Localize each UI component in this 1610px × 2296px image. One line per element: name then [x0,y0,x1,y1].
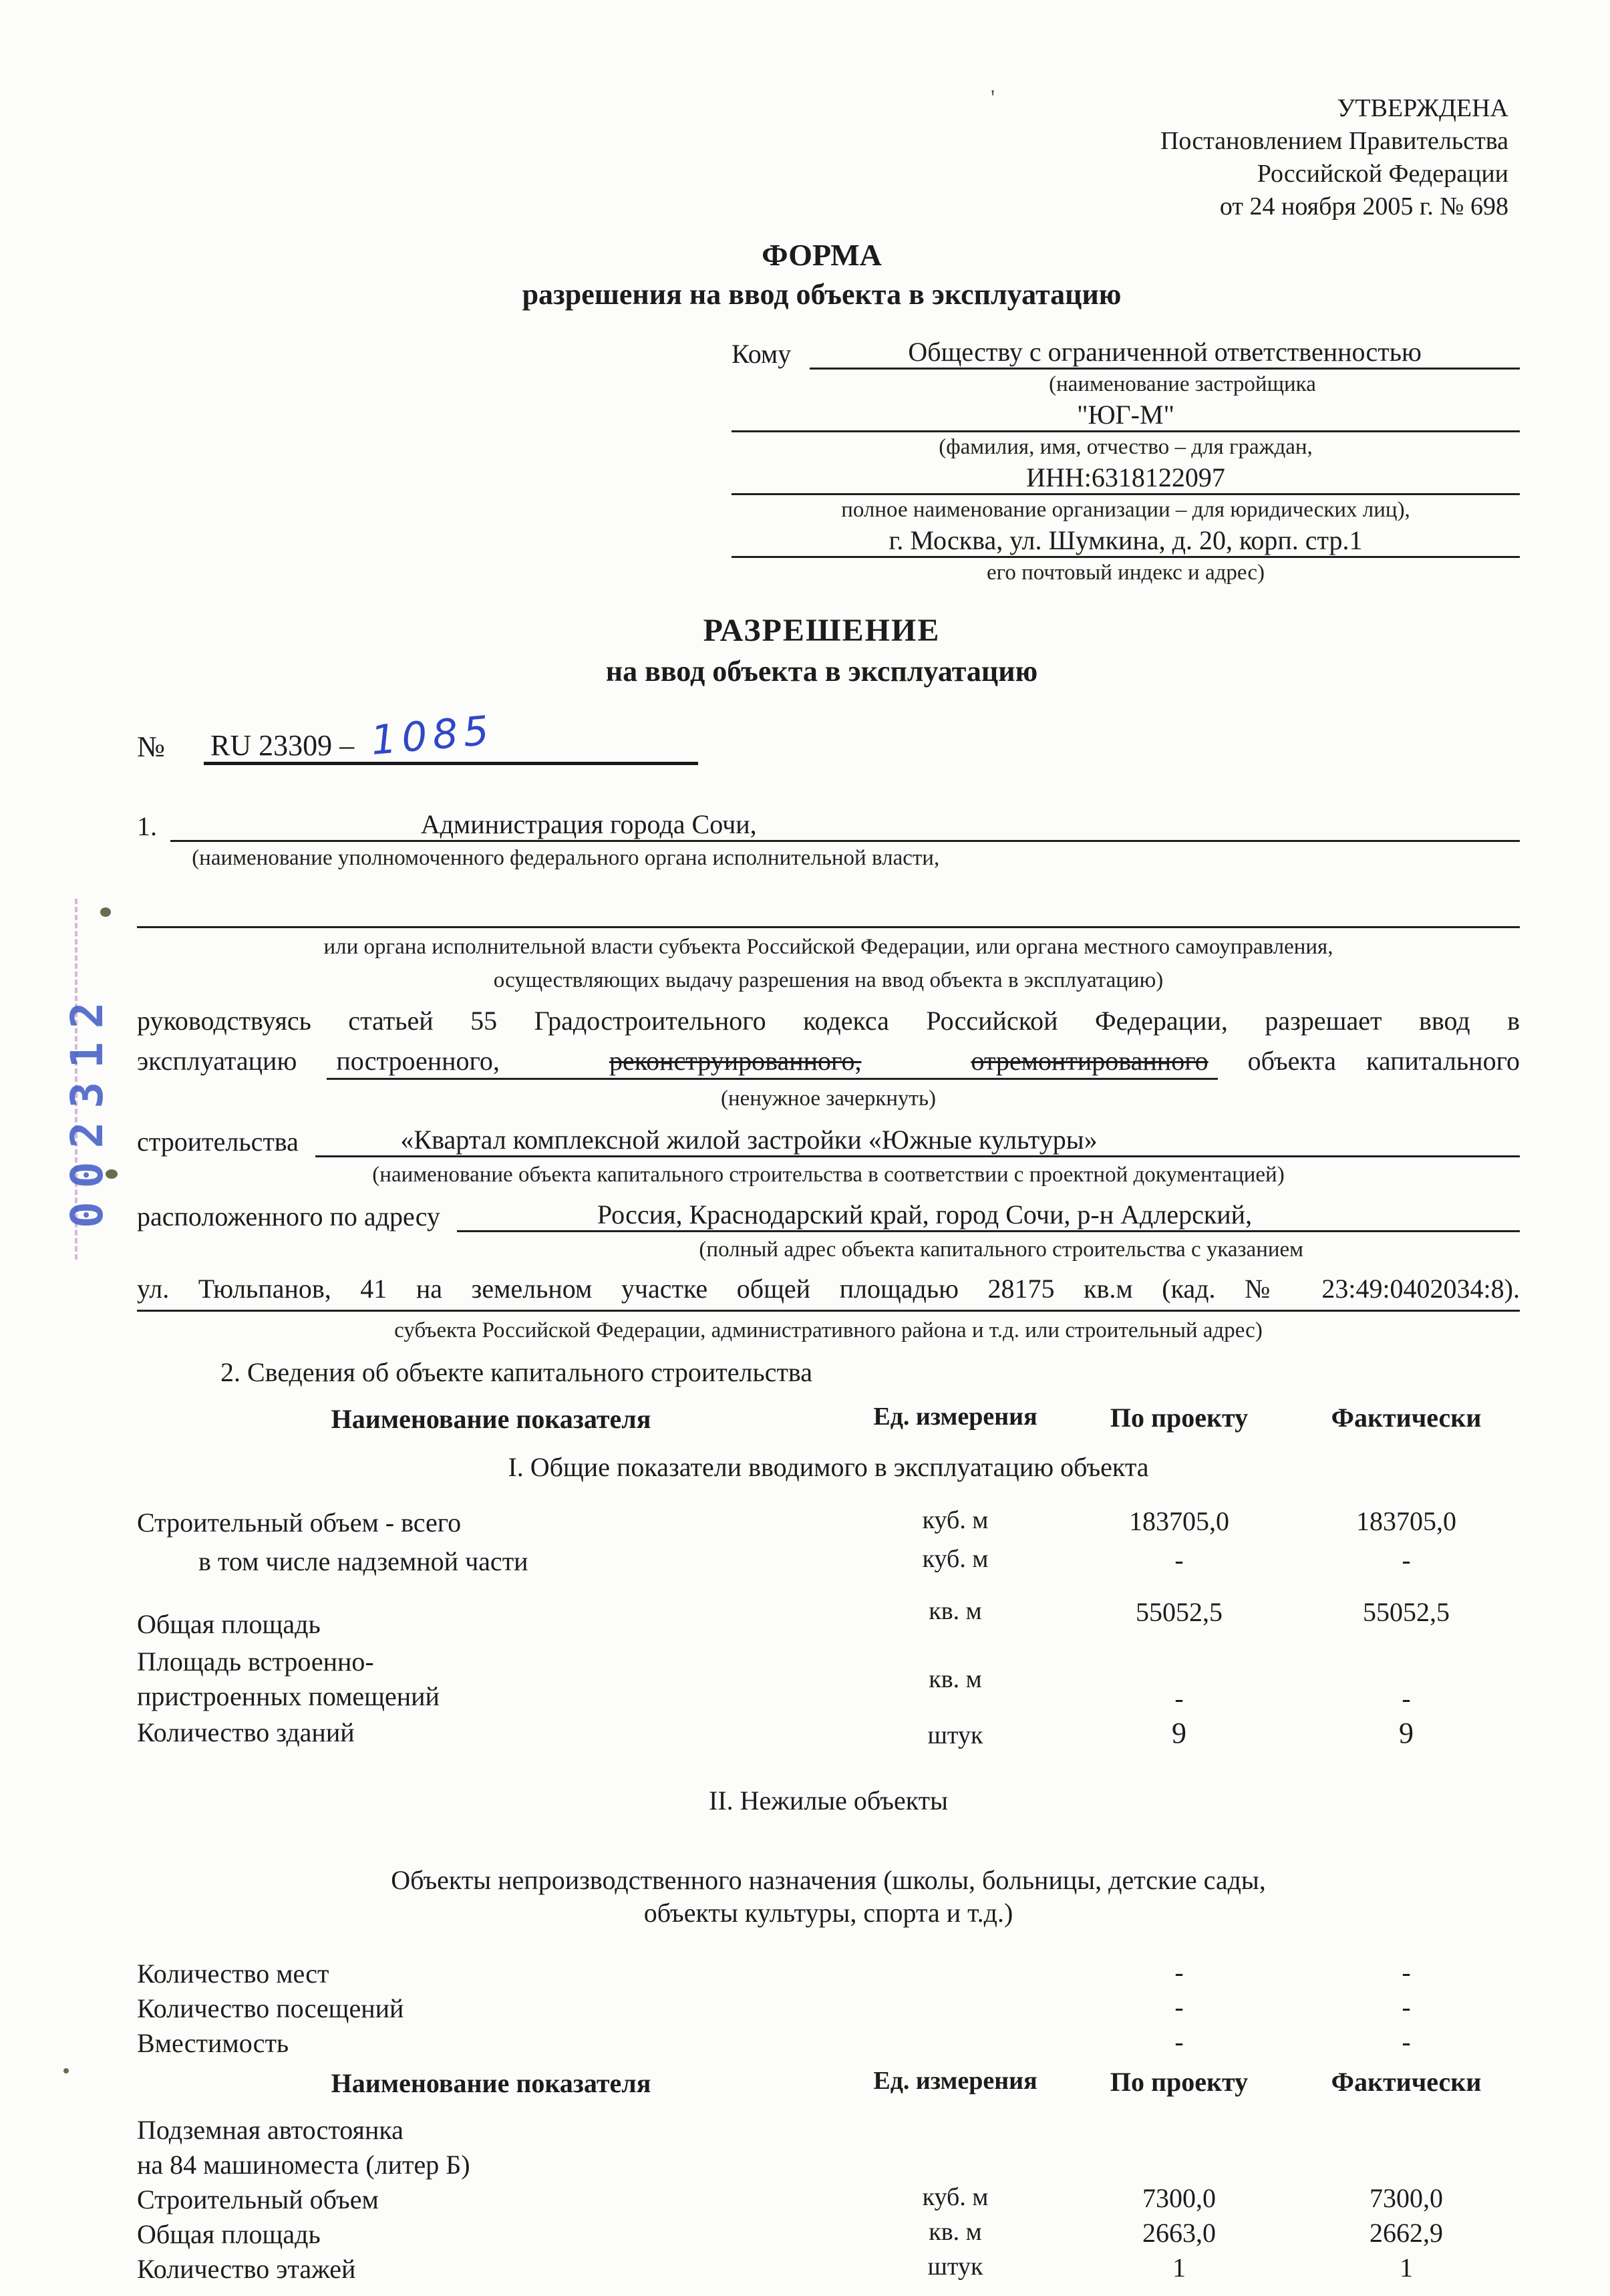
body-line-2 [137,1044,1520,1080]
col-header-unit: Ед. измерения [873,1403,1037,1431]
row-name: в том числе надземной части [198,1546,528,1576]
nonproduction-description-line1: Объекты непроизводственного назначения (школы, больницы, детские сады, [391,1865,1266,1895]
row-project-value: 9 [1172,1717,1186,1749]
form-title-line2: разрешения на ввод объекта в эксплуатацию [522,278,1122,311]
empty-rule-line [137,926,1520,928]
table-row [137,1715,1520,1750]
strike-choice-group [327,1044,1217,1080]
addressee-company-type: Обществу с ограниченной ответственностью [810,336,1520,370]
approval-line: Российской Федерации [1257,160,1508,188]
construction-label: строительства [137,1127,299,1157]
addressee-block [732,336,1520,586]
row-project-value: - [1174,1683,1184,1713]
form-title-line1: ФОРМА [762,238,882,272]
row-actual-value: 1 [1400,2253,1413,2283]
permit-number-line [204,707,698,765]
row-unit: штук [927,2253,983,2281]
row-actual-value: - [1402,1683,1411,1713]
nonproduction-description-line2: объекты культуры, спорта и т.д.) [643,1898,1013,1928]
word-object: объекта [1247,1046,1337,1076]
row-actual-value: 9 [1399,1717,1414,1749]
section-2-heading: 2. Сведения об объекте капитального строительства [220,1357,813,1387]
row-name: Количество мест [137,1959,329,1989]
indicators-table [137,1402,1520,2287]
permit-title [17,609,1610,691]
row-name: Количество этажей [137,2254,356,2284]
row-actual-value: - [1402,2027,1411,2057]
authority-name [170,809,1520,842]
construction-name [315,1124,1520,1157]
table-row [137,1505,1520,1540]
part2-heading: II. Нежилые объекты [709,1785,948,1816]
table-row [137,2026,1520,2061]
addressee-inn: ИНН:6318122097 [732,462,1520,495]
authority-caption-3: осуществляющих выдачу разрешения на ввод объекта в эксплуатацию) [493,968,1164,992]
table-row [137,1544,1520,1579]
construction-name-text: «Квартал комплексной жилой застройки «Южные культуры» [400,1125,1098,1155]
word-exploitation: эксплуатацию [137,1046,297,1076]
row-project-value: - [1174,2027,1184,2057]
document-number-stamp: 002312 [61,988,113,1228]
col-header-actual: Фактически [1331,2067,1482,2097]
table-row [137,2217,1520,2252]
table-row [137,1957,1520,1991]
col-header-name: Наименование показателя [331,2068,651,2098]
addressee-caption-person: (фамилия, имя, отчество – для граждан, [939,435,1313,459]
addressee-company-name: "ЮГ-М" [732,399,1520,432]
approval-line: Постановлением Правительства [1160,127,1508,155]
body-line-1: руководствуясь статьей 55 Градостроительного кодекса Российской Федерации, разрешает ввод в [137,1006,1520,1036]
permit-number-handwritten: 1085 [369,707,496,764]
row-unit: куб. м [922,1545,989,1573]
row-unit: кв. м [929,2218,982,2246]
col-header-actual: Фактически [1331,1403,1482,1433]
row-project-value: - [1174,1545,1184,1575]
scan-tick-mark: ' [991,86,995,110]
row-actual-value: - [1402,1545,1411,1575]
authority-caption-2: или органа исполнительной власти субъекта Российской Федерации, или органа местного самоуправления, [323,935,1333,959]
row-actual-value: 2662,9 [1370,2218,1443,2248]
address-value [457,1199,1520,1232]
row-name: Вместимость [137,2028,289,2058]
authority-row [137,809,1520,842]
table-header-row-2 [137,2066,1520,2101]
col-header-project: По проекту [1110,1403,1249,1433]
permit-number-row [137,707,1520,776]
address-value-2: ул. Тюльпанов, 41 на земельном участке общей площадью 28175 кв.м (кад. № 23:49:0402034:8). [137,1272,1520,1312]
table-header-row [137,1402,1520,1437]
approval-block [907,92,1508,223]
form-title [17,235,1610,314]
row-name: Площадь встроенно-пристроенных помещений [137,1646,440,1711]
row-name: Строительный объем [137,2184,379,2214]
row-name: Количество посещений [137,1993,404,2023]
address-row [137,1199,1520,1232]
row-unit: кв. м [929,1597,982,1625]
table-row [137,2252,1520,2287]
row-project-value: - [1174,1957,1184,1987]
row-unit: куб. м [922,2183,989,2211]
row-project-value: 1 [1172,2253,1186,2283]
row-actual-value: - [1402,1957,1411,1987]
permit-title-line2: на ввод объекта в эксплуатацию [605,655,1038,688]
construction-row [137,1124,1520,1157]
row-project-value: - [1174,1992,1184,2022]
permit-number-printed: RU 23309 – [210,729,355,762]
row-project-value: 55052,5 [1136,1597,1223,1627]
row-actual-value: 7300,0 [1370,2183,1443,2213]
permit-number-label: № [137,730,165,763]
addressee-caption-builder: (наименование застройщика [1049,372,1316,396]
part1-heading: I. Общие показатели вводимого в эксплуатацию объекта [508,1452,1149,1482]
row-project-value: 2663,0 [1142,2218,1216,2248]
authority-caption-1-text: (наименование уполномоченного федерального органа исполнительной власти, [192,846,940,870]
approval-line: от 24 ноября 2005 г. № 698 [1219,192,1508,221]
table-row [137,1644,1520,1714]
section-1 [137,809,1520,1344]
scan-speck [63,2068,69,2073]
row-actual-value: 55052,5 [1363,1597,1450,1627]
address-label: расположенного по адресу [137,1201,440,1232]
row-unit: кв. м [929,1665,982,1693]
addressee-caption-org: полное наименование организации – для юридических лиц), [841,498,1410,522]
row-name: Строительный объем - всего [137,1508,462,1538]
table-row [137,1596,1520,1642]
row-project-value: 7300,0 [1142,2183,1216,2213]
col-header-project: По проекту [1110,2067,1249,2097]
addressee-row [732,336,1520,370]
row-unit: куб. м [922,1506,989,1534]
row-name: Общая площадь [137,1609,321,1639]
address-value-text: Россия, Краснодарский край, город Сочи, р-н Адлерский, [597,1199,1253,1230]
addressee-label: Кому [732,339,792,369]
table-row [137,2182,1520,2217]
word-repaired-struck: отремонтированного [971,1046,1209,1076]
address-caption-2: субъекта Российской Федерации, административного района и т.д. или строительный адрес) [394,1318,1263,1342]
parking-title-line1: Подземная автостоянка [137,2115,404,2145]
item-number: 1. [137,811,157,841]
row-actual-value: - [1402,1992,1411,2022]
addressee-caption-postal: его почтовый индекс и адрес) [987,561,1265,585]
addressee-address: г. Москва, ул. Шумкина, д. 20, корп. стр.1 [732,525,1520,558]
row-name: Общая площадь [137,2219,321,2249]
authority-name-text: Администрация города Сочи, [420,809,757,839]
strike-caption: (ненужное зачеркнуть) [720,1087,937,1111]
parking-title-line2: на 84 машиноместа (литер Б) [137,2150,470,2180]
construction-caption: (наименование объекта капитального строительства в соответствии с проектной документацией) [372,1163,1285,1187]
approval-line: УТВЕРЖДЕНА [1337,94,1508,122]
table-row [137,1991,1520,2026]
authority-caption-1 [137,845,1520,871]
permit-title-line1: РАЗРЕШЕНИЕ [703,613,941,648]
col-header-name: Наименование показателя [331,1404,651,1434]
address-caption-1: (полный адрес объекта капитального строительства с указанием [699,1238,1304,1262]
word-capital: капитального [1366,1046,1520,1076]
row-actual-value: 183705,0 [1356,1506,1456,1536]
row-project-value: 183705,0 [1129,1506,1229,1536]
word-built: построенного, [336,1046,500,1076]
col-header-unit: Ед. измерения [873,2067,1037,2095]
word-reconstructed-struck: реконструированного, [609,1046,862,1076]
row-name: Количество зданий [137,1717,355,1747]
row-unit: штук [927,1721,983,1749]
